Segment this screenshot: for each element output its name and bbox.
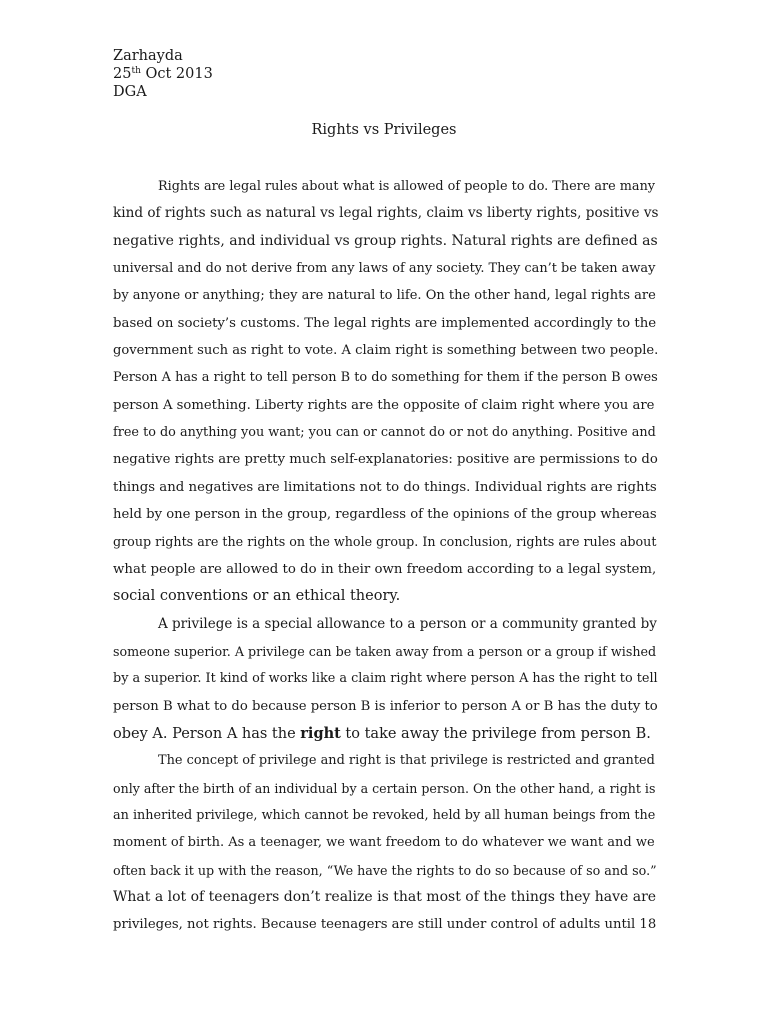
body-line: only after the birth of an individual by a certain person. On the other hand, a right is [113,780,656,796]
document-body [113,173,658,939]
body-line: an inherited privilege, which cannot be revoked, held by all human beings from the [113,807,656,823]
body-line [113,720,658,747]
organization: DGA [113,84,147,100]
body-line: by anyone or anything; they are natural to life. On the other hand, legal rights are [113,288,656,304]
document-header [113,47,213,101]
body-line: by a superior. It kind of works like a claim right where person A has the right to tell [113,671,658,687]
body-line: The concept of privilege and right is that privilege is restricted and granted [158,753,655,769]
line-text: obey A. Person A has the [113,725,301,742]
body-line: social conventions or an ethical theory. [113,588,401,605]
date-day: 25 [113,66,132,82]
date-rest: Oct 2013 [140,66,213,82]
body-line: based on society’s customs. The legal rights are implemented accordingly to the [113,315,657,331]
author-name: Zarhayda [113,48,183,64]
body-line: Rights are legal rules about what is allowed of people to do. There are many [158,179,656,194]
document-date [113,65,213,83]
body-line: What a lot of teenagers don’t realize is that most of the things they have are [113,888,657,905]
document-title: Rights vs Privileges [311,122,457,138]
body-line: kind of rights such as natural vs legal rights, claim vs liberty rights, positive vs [113,205,659,222]
body-line: government such as right to vote. A claim right is something between two people. [113,343,659,359]
bold-word: right [300,724,341,742]
body-line: A privilege is a special allowance to a person or a community granted by [158,615,657,632]
body-line: Person A has a right to tell person B to do something for them if the person B owes [113,370,658,386]
body-line: group rights are the rights on the whole group. In conclusion, rights are rules about [113,534,657,550]
body-line: negative rights are pretty much self-explanatories: positive are permissions to do [113,452,658,468]
body-line: what people are allowed to do in their own freedom according to a legal system, [113,561,657,577]
body-line: things and negatives are limitations not to do things. Individual rights are rights [113,479,657,495]
date-suffix: th [131,66,141,76]
body-line: free to do anything you want; you can or cannot do or not do anything. Positive and [113,425,656,441]
body-line: privileges, not rights. Because teenagers are still under control of adults until 18 [113,917,657,933]
body-line: moment of birth. As a teenager, we want freedom to do whatever we want and we [113,835,655,851]
body-line: person B what to do because person B is inferior to person A or B has the duty to [113,698,658,714]
body-line: universal and do not derive from any laws of any society. They can’t be taken away [113,261,656,277]
body-line: person A something. Liberty rights are the opposite of claim right where you are [113,397,655,413]
body-line: often back it up with the reason, “We have the rights to do so because of so and so.” [113,862,657,878]
body-line: someone superior. A privilege can be taken away from a person or a group if wished [113,643,657,659]
body-line: negative rights, and individual vs group rights. Natural rights are defined as [113,232,658,249]
body-line: held by one person in the group, regardless of the opinions of the group whereas [113,507,657,523]
line-text: to take away the privilege from person B. [340,725,651,742]
